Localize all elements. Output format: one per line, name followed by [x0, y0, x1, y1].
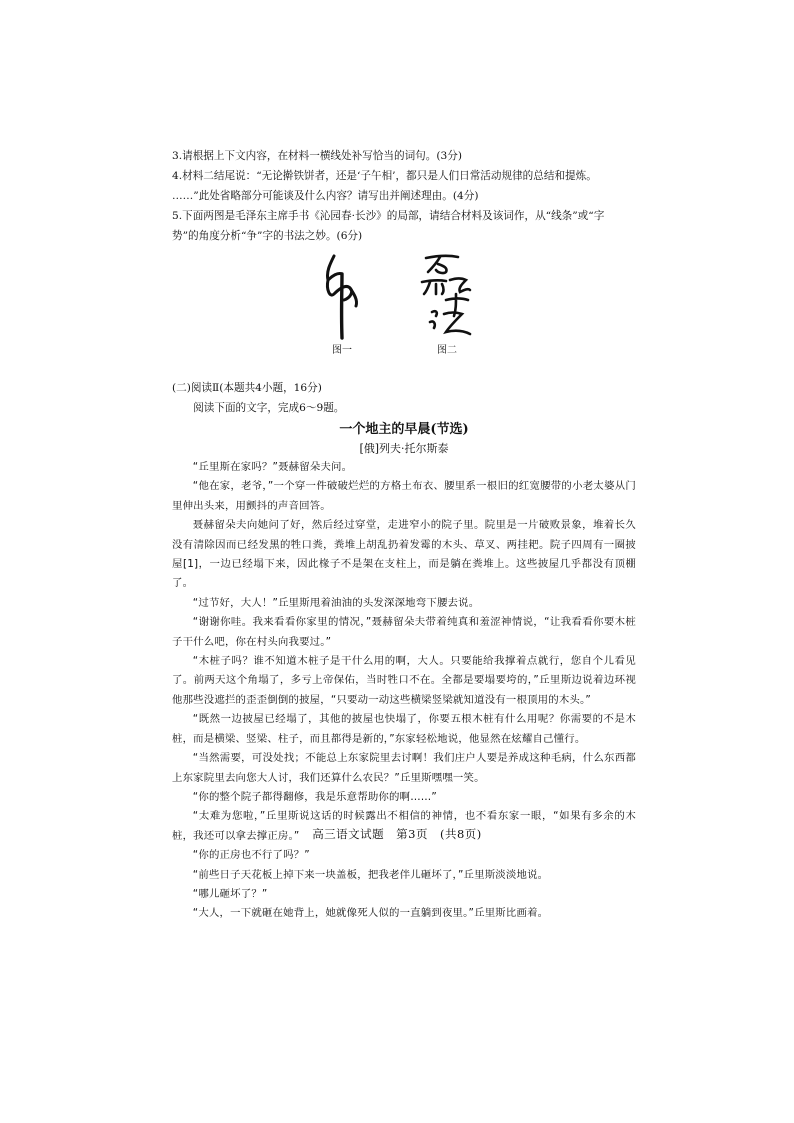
question-4-line-1: 4.材料二结尾说：“无论擀铁饼者，还是‘子午相’，都只是人们日常活动规律的总结和提炼。 [172, 170, 597, 182]
article-paragraph: “当然需要，可没处找；不能总上东家院里去讨啊！我们庄户人要是养成这种毛病，什么东西都上东家院里去向您大人讨，我们还算什么农民？”丘里斯嘿嘿一笑。 [172, 752, 636, 784]
article-paragraph: “过节好，大人！”丘里斯甩着油油的头发深深地弯下腰去说。 [192, 596, 480, 609]
article-paragraph: “哪儿砸坏了？” [192, 887, 268, 900]
figure-2 [416, 250, 478, 358]
figure-2-caption: 图二 [437, 345, 457, 356]
article-paragraph: “大人，一下就砸在她背上，她就像死人似的一直躺到夜里。”丘里斯比画着。 [192, 907, 549, 920]
question-5-line-2: 势”的角度分析“争”字的书法之妙。(6分) [172, 230, 363, 242]
figure-1 [320, 250, 364, 358]
exam-page-body [172, 146, 636, 924]
article-paragraph: “你的正房也不行了吗？” [192, 849, 310, 862]
article-paragraph: 聂赫留朵夫向她问了好，然后经过穿堂，走进窄小的院子里。院里是一片破败景象，堆着长久没有清除因而已经发黑的牲口粪，粪堆上胡乱扔着发霉的木头、草叉、两挂耙。院子四周有一圈披屋[1]，一边已经塌下来，因此椽子不是架在支柱上，而是躺在粪堆上。这些披屋几乎都没有顶棚了。 [172, 519, 636, 590]
figure-1-caption: 图一 [332, 345, 352, 356]
article-author: [俄]列夫·托尔斯泰 [359, 442, 449, 455]
question-5-line-1: 5.下面两图是毛泽东主席手书《沁园春·长沙》的局部，请结合材料及该词作，从“线条”或“字 [172, 210, 605, 222]
calligraphy-phrase-image [416, 250, 478, 342]
section-heading: (二)阅读Ⅱ(本题共4小题，16分) [172, 382, 322, 394]
question-4 [172, 166, 636, 206]
article-paragraph: “谢谢你哇。我来看看你家里的情况，”聂赫留朵夫带着纯真和羞涩神情说，“让我看看你要木桩子干什么吧，你在村头向我要过。” [172, 616, 636, 648]
section-instruction: 阅读下面的文字，完成6～9题。 [193, 402, 345, 414]
article-body [172, 458, 636, 924]
article-paragraph: “太难为您啦，”丘里斯说这话的时候露出不相信的神情，也不看东家一眼，“如果有多余的木桩，我还可以拿去撑正房。” [172, 810, 636, 842]
article-title: 一个地主的早晨(节选) [339, 422, 469, 437]
question-3: 3.请根据上下文内容，在材料一横线处补写恰当的词句。(3分) [172, 150, 462, 162]
question-5 [172, 206, 636, 246]
question-4-line-2: ……”此处省略部分可能谈及什么内容？请写出并阐述理由。(4分) [172, 190, 479, 202]
calligraphy-zheng-image [320, 250, 364, 342]
page-footer: 高三语文试题 第3页 (共8页) [312, 827, 482, 841]
article-paragraph: “木桩子吗？谁不知道木桩子是干什么用的啊，大人。只要能给我撑着点就行，您自个儿看见了。前两天这个角塌了，多亏上帝保佑，当时牲口不在。全都是要塌要垮的，”丘里斯边说着边环视他那些没遮拦的歪歪倒倒的披屋，“只要动一动这些横梁竖梁就知道没有一根顶用的木头。” [172, 655, 636, 706]
article-paragraph: “丘里斯在家吗？”聂赫留朵夫问。 [192, 461, 353, 473]
article-paragraph: “既然一边披屋已经塌了，其他的披屋也快塌了，你要五根木桩有什么用呢？你需要的不是木桩，而是横梁、竖梁、柱子，而且都得是新的，”东家轻松地说，他显然在炫耀自己懂行。 [172, 713, 636, 745]
article-paragraph: “他在家，老爷，”一个穿一件破破烂烂的方格土布衣、腰里系一根旧的红宽腰带的小老太婆从门里伸出头来，用颤抖的声音回答。 [172, 480, 636, 512]
article-paragraph: “你的整个院子都得翻修，我是乐意帮助你的啊……” [192, 790, 437, 803]
article-paragraph: “前些日子天花板上掉下来一块盖板，把我老伴儿砸坏了，”丘里斯淡淡地说。 [192, 868, 549, 881]
calligraphy-figures [172, 250, 636, 374]
